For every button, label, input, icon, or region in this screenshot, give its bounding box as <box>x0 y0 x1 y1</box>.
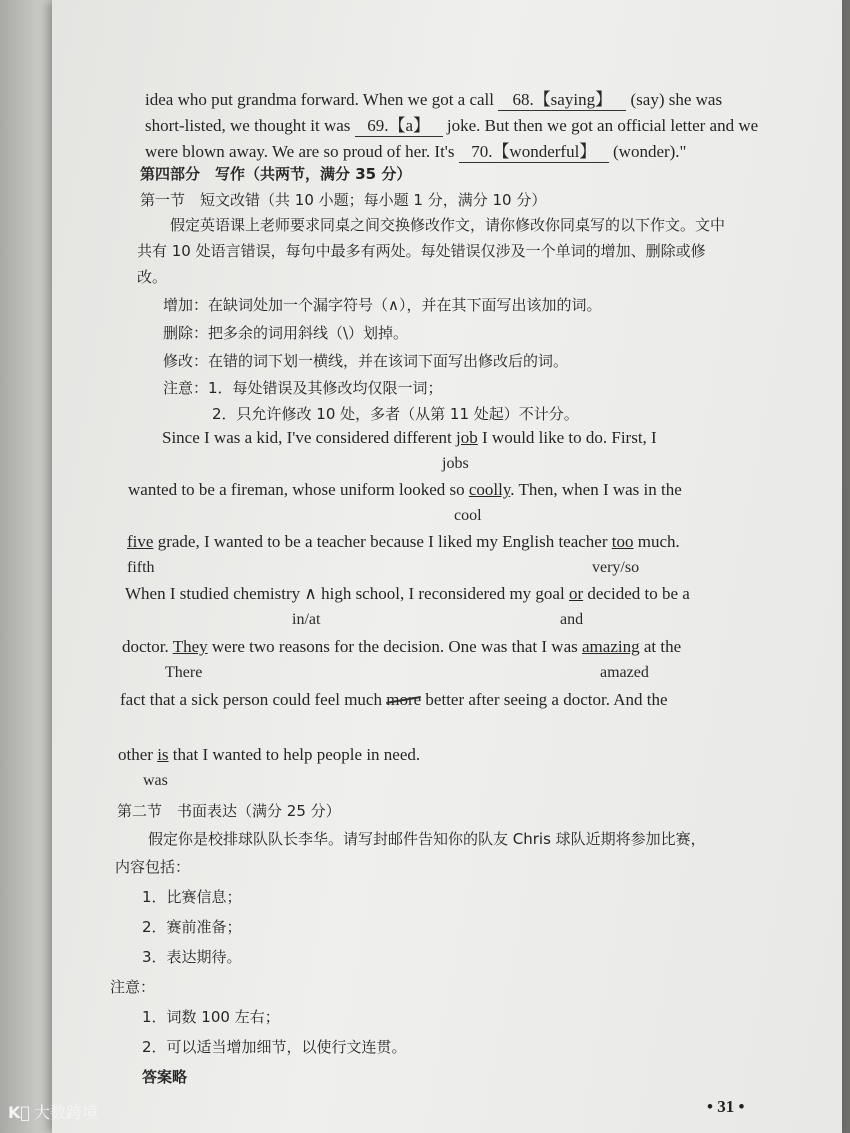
text: (say) she was <box>630 90 723 109</box>
instruction-line-2: 共有 10 处语言错误，每句中最多有两处。每处错误仅涉及一个单词的增加、删除或修 <box>137 242 706 260</box>
blank-70: 70.【wonderful】 <box>459 137 609 163</box>
instruction-line-1: 假定英语课上老师要求同桌之间交换修改作文，请你修改你同桌写的以下作文。文中 <box>170 216 726 234</box>
correction-5b: amazed <box>600 664 649 681</box>
text: (wonder)." <box>613 142 687 161</box>
error-word: or <box>568 584 584 603</box>
rule-delete: 删除：把多余的词用斜线（\）划掉。 <box>163 324 409 342</box>
text: fact that a sick person could feel much <box>120 690 382 709</box>
rule-add: 增加：在缺词处加一个漏字符号（∧），并在其下面写出该加的词。 <box>163 296 602 314</box>
document-page <box>52 0 842 1133</box>
error-word: job <box>456 428 478 447</box>
text: other <box>118 745 153 764</box>
text: grade, I wanted to be a teacher because I liked my English teacher <box>157 532 608 551</box>
essay-line-2 <box>128 480 682 500</box>
text: decided to be a <box>587 584 690 603</box>
correction-2: cool <box>454 507 482 524</box>
essay-line-7 <box>118 745 420 765</box>
note-2: 2．只允许修改 10 处，多者（从第 11 处起）不计分。 <box>212 405 579 423</box>
intro-line-2 <box>145 111 758 137</box>
text: better after seeing a doctor. And the <box>425 690 668 709</box>
correction-7: was <box>143 772 168 789</box>
text: much. <box>637 532 680 551</box>
task-item-3: 3．表达期待。 <box>142 948 242 966</box>
task-line-1: 假定你是校排球队队长李华。请写封邮件告知你的队友 Chris 球队近期将参加比赛， <box>148 830 706 848</box>
text: short-listed, we thought it was <box>145 116 351 135</box>
error-word: amazing <box>582 637 640 656</box>
note-1: 注意：1．每处错误及其修改均仅限一词； <box>163 379 443 397</box>
instruction-line-3: 改。 <box>137 268 168 286</box>
text: that I wanted to help people in need. <box>172 745 421 764</box>
answer-omitted: 答案略 <box>142 1068 188 1086</box>
blank-69: 69.【a】 <box>355 111 443 137</box>
task-item-1: 1．比赛信息； <box>142 888 242 906</box>
watermark <box>8 1100 98 1123</box>
part4-heading: 第四部分 写作（共两节，满分 35 分） <box>140 165 412 183</box>
text: wanted to be a fireman, whose uniform looked so <box>128 480 465 499</box>
error-word: too <box>611 532 634 551</box>
error-word: five <box>127 532 154 551</box>
section1-heading: 第一节 短文改错（共 10 小题；每小题 1 分，满分 10 分） <box>140 191 547 209</box>
correction-4a: in/at <box>292 611 321 628</box>
correction-5a: There <box>165 664 203 681</box>
correction-3a: fifth <box>127 559 155 576</box>
essay-line-1 <box>162 428 657 448</box>
watermark-logo-icon: K⃝ <box>8 1103 30 1122</box>
text: I would like to do. First, I <box>482 428 657 447</box>
text: joke. But then we got an official letter and we <box>446 116 759 135</box>
watermark-text: 大数跨境 <box>34 1103 99 1122</box>
text: Since I was a kid, I've considered different <box>162 428 452 447</box>
error-word: They <box>172 637 208 656</box>
essay-line-3 <box>127 532 680 552</box>
task-line-2: 内容包括： <box>115 858 191 876</box>
essay-line-4 <box>125 584 690 604</box>
essay-line-5 <box>122 637 681 657</box>
text: were two reasons for the decision. One was that I was <box>211 637 578 656</box>
text: idea who put grandma forward. When we got a call <box>145 90 495 109</box>
facing-page-edge <box>0 0 60 1133</box>
text: at the <box>643 637 682 656</box>
correction-3b: very/so <box>592 559 640 576</box>
task-item-2: 2．赛前准备； <box>142 918 242 936</box>
intro-line-3 <box>145 137 687 163</box>
error-word: is <box>157 745 169 764</box>
notes-item-2: 2．可以适当增加细节，以使行文连贯。 <box>142 1038 407 1056</box>
deleted-word: more <box>386 690 422 709</box>
text: When I studied chemistry ∧ high school, I reconsidered my goal <box>125 584 565 603</box>
correction-1: jobs <box>442 455 469 472</box>
essay-line-6 <box>120 690 668 710</box>
text: were blown away. We are so proud of her. It's <box>145 142 455 161</box>
rule-modify: 修改：在错的词下划一横线，并在该词下面写出修改后的词。 <box>163 352 569 370</box>
notes-label: 注意： <box>110 978 156 996</box>
error-word: coolly <box>468 480 511 499</box>
text: . Then, when I was in the <box>510 480 682 499</box>
correction-4b: and <box>560 611 584 628</box>
text: doctor. <box>122 637 169 656</box>
section2-heading: 第二节 书面表达（满分 25 分） <box>117 802 341 820</box>
intro-line-1 <box>145 85 722 111</box>
notes-item-1: 1．词数 100 左右； <box>142 1008 280 1026</box>
page-number: • 31 • <box>707 1097 745 1116</box>
blank-68: 68.【saying】 <box>498 85 626 111</box>
